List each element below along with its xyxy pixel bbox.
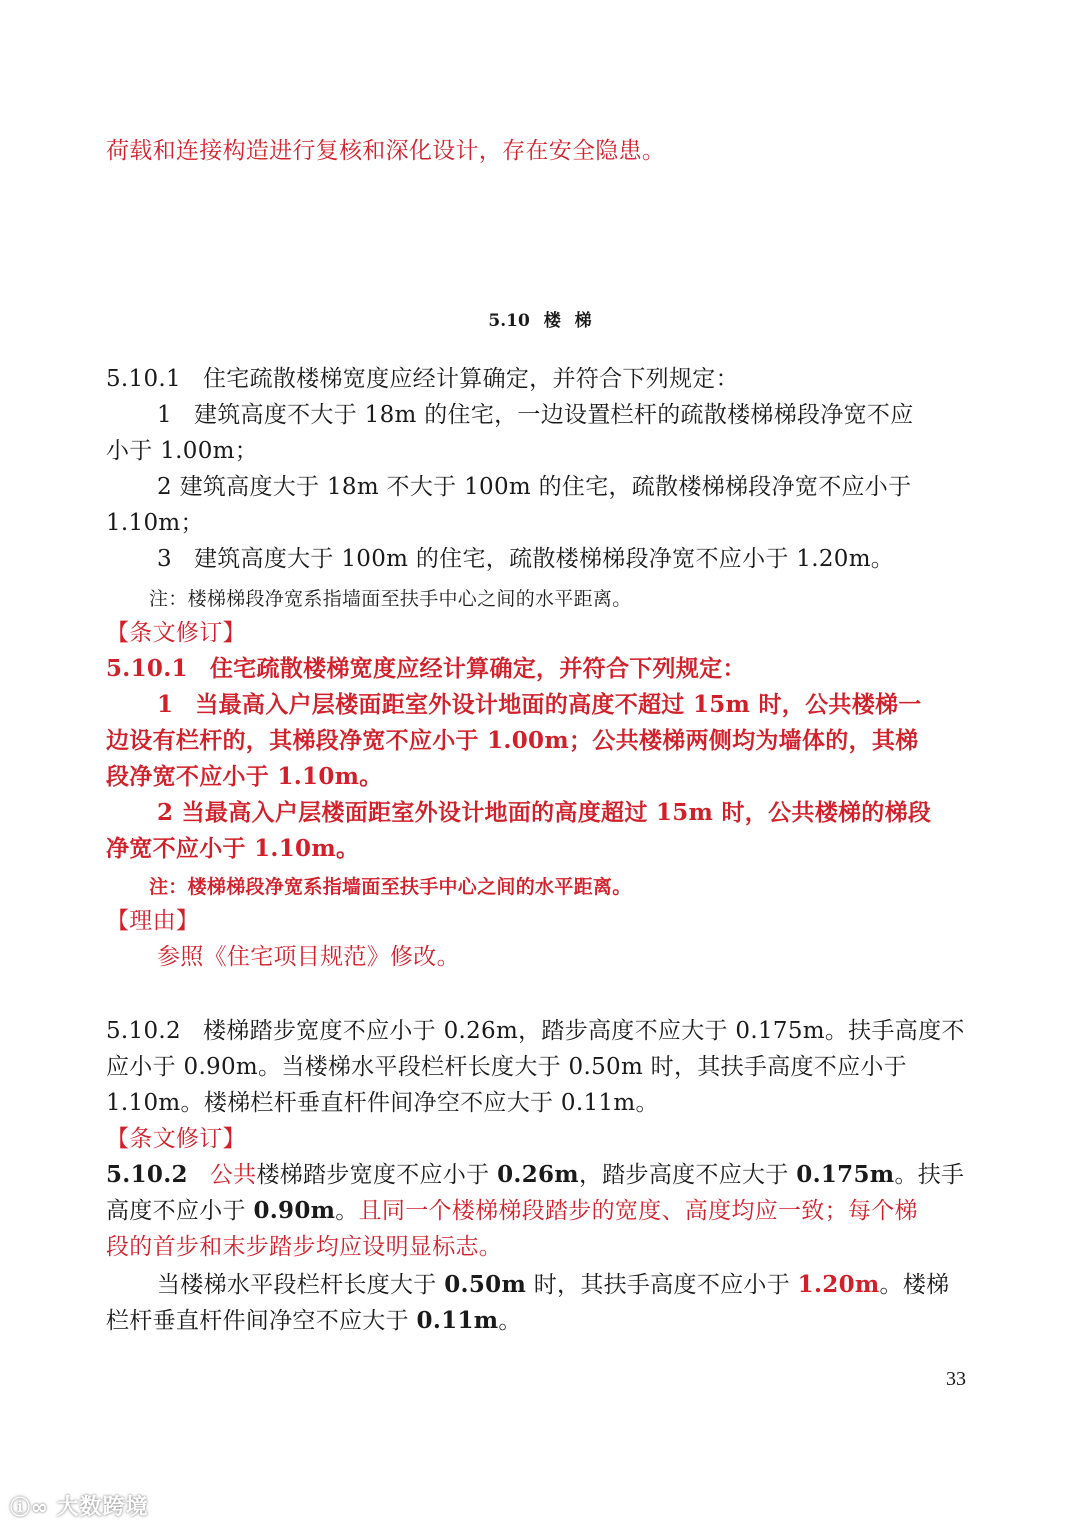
continuation-text: 荷载和连接构造进行复核和深化设计，存在安全隐患。 xyxy=(106,138,666,164)
value: 15m xyxy=(692,691,751,718)
clause-text: 栏杆垂直杆件间净空不应大于 xyxy=(106,1308,409,1334)
clause-text: 当楼梯水平段栏杆长度大于 xyxy=(157,1272,437,1298)
revision-5-10-2-cont xyxy=(106,1196,918,1226)
revision-5-10-2-para2 xyxy=(157,1270,949,1300)
value: 15m xyxy=(655,799,714,826)
item-number: 3 xyxy=(157,546,172,572)
clause-5-10-1 xyxy=(106,364,739,394)
value: 1.10m xyxy=(277,763,360,790)
revision-label: 【条文修订】 xyxy=(106,620,246,646)
clause-number: 5.10.1 xyxy=(106,655,188,682)
clause-5-10-1-item-2-cont: 1.10m； xyxy=(106,510,204,536)
value: 0.90m xyxy=(253,1197,336,1224)
ido-logo-icon: ⓘ∞ xyxy=(10,1495,49,1519)
revision-highlight: 且同一个楼梯梯段踏步的宽度、高度均应一致；每个梯 xyxy=(358,1198,918,1224)
value: 1.10m xyxy=(254,835,336,862)
page-number: 33 xyxy=(946,1368,966,1390)
clause-text: 。 xyxy=(498,1308,522,1334)
reason-text: 参照《住宅项目规范》修改。 xyxy=(157,944,460,970)
clause-number: 5.10.1 xyxy=(106,366,181,392)
revision-5-10-2-para2-cont xyxy=(106,1306,522,1336)
reason-label: 【理由】 xyxy=(106,908,200,934)
clause-number: 5.10.2 xyxy=(106,1161,188,1188)
clause-5-10-1-item-3 xyxy=(157,544,894,574)
clause-5-10-1-item-1 xyxy=(157,400,914,430)
clause-5-10-1-item-1-cont: 小于 1.00m； xyxy=(106,438,259,464)
watermark-text: 大数跨境 xyxy=(56,1495,149,1520)
value: 0.50m xyxy=(444,1271,527,1298)
clause-5-10-2-cont2: 1.10m。楼梯栏杆垂直杆件间净空不应大于 0.11m。 xyxy=(106,1090,659,1116)
item-text: ；公共楼梯两侧均为墙体的，其梯 xyxy=(568,727,919,754)
item-text: 段净宽不应小于 xyxy=(106,763,270,790)
clause-text: 。楼梯 xyxy=(879,1272,950,1298)
item-number: 2 xyxy=(157,799,174,826)
item-text: 建筑高度大于 100m 的住宅，疏散楼梯梯段净宽不应小于 1.20m。 xyxy=(193,546,895,572)
revision-5-10-1 xyxy=(106,654,746,684)
clause-text: 住宅疏散楼梯宽度应经计算确定，并符合下列规定： xyxy=(202,366,739,392)
item-text: 。 xyxy=(335,835,360,862)
section-heading xyxy=(0,308,1080,334)
section-title-1: 楼 xyxy=(543,311,561,331)
item-text: 当最高入户层楼面距室外设计地面的高度不超过 xyxy=(195,691,685,718)
section-number: 5.10 xyxy=(488,311,530,331)
value: 0.26m xyxy=(497,1161,579,1188)
revision-label: 【条文修订】 xyxy=(106,1126,246,1152)
revision-5-10-1-item-1 xyxy=(157,690,922,720)
clause-5-10-2 xyxy=(106,1016,965,1046)
watermark xyxy=(10,1490,149,1521)
item-text: 当最高入户层楼面距室外设计地面的高度超过 xyxy=(181,799,648,826)
revision-5-10-1-item-2-cont xyxy=(106,834,359,864)
item-text: 建筑高度大于 18m 不大于 100m 的住宅，疏散楼梯梯段净宽不应小于 xyxy=(179,474,912,500)
section-title-2: 梯 xyxy=(574,311,592,331)
revision-5-10-1-item-1-cont xyxy=(106,726,918,756)
value: 1.00m xyxy=(487,727,569,754)
item-text: 时，公共楼梯的梯段 xyxy=(721,799,932,826)
item-text: 。 xyxy=(359,763,383,790)
clause-number: 5.10.2 xyxy=(106,1018,181,1044)
item-text: 净宽不应小于 xyxy=(106,835,246,862)
item-text: 时，公共楼梯一 xyxy=(758,691,922,718)
item-number: 1 xyxy=(157,402,172,428)
clause-text: 楼梯踏步宽度不应小于 0.26m，踏步高度不应大于 0.175m。扶手高度不 xyxy=(202,1018,965,1044)
revision-highlight: 1.20m xyxy=(797,1271,880,1298)
item-text: 边设有栏杆的，其梯段净宽不应小于 xyxy=(106,727,479,754)
clause-text: 住宅疏散楼梯宽度应经计算确定，并符合下列规定： xyxy=(209,655,746,682)
item-text: 建筑高度不大于 18m 的住宅，一边设置栏杆的疏散楼梯梯段净宽不应 xyxy=(193,402,914,428)
revision-5-10-2 xyxy=(106,1160,964,1190)
clause-text: 。扶手 xyxy=(894,1162,965,1188)
clause-text: 高度不应小于 xyxy=(106,1198,246,1224)
clause-5-10-1-note: 注：楼梯梯段净宽系指墙面至扶手中心之间的水平距离。 xyxy=(149,588,632,610)
clause-5-10-2-cont: 应小于 0.90m。当楼梯水平段栏杆长度大于 0.50m 时，其扶手高度不应小于 xyxy=(106,1054,907,1080)
value: 0.11m xyxy=(416,1307,499,1334)
item-number: 2 xyxy=(157,474,172,500)
item-number: 1 xyxy=(157,691,174,718)
revision-highlight: 公共 xyxy=(209,1162,257,1188)
value: 0.175m xyxy=(796,1161,895,1188)
revision-5-10-1-item-2 xyxy=(157,798,931,828)
revision-5-10-2-cont2: 段的首步和末步踏步均应设明显标志。 xyxy=(106,1234,503,1260)
clause-text: ，踏步高度不应大于 xyxy=(578,1162,789,1188)
clause-text: 。 xyxy=(335,1198,359,1224)
revision-5-10-1-item-1-cont2 xyxy=(106,762,383,792)
clause-5-10-1-item-2 xyxy=(157,472,911,502)
clause-text: 时，其扶手高度不应小于 xyxy=(533,1272,791,1298)
clause-text: 楼梯踏步宽度不应小于 xyxy=(256,1162,490,1188)
revision-5-10-1-note: 注：楼梯梯段净宽系指墙面至扶手中心之间的水平距离。 xyxy=(149,876,632,898)
